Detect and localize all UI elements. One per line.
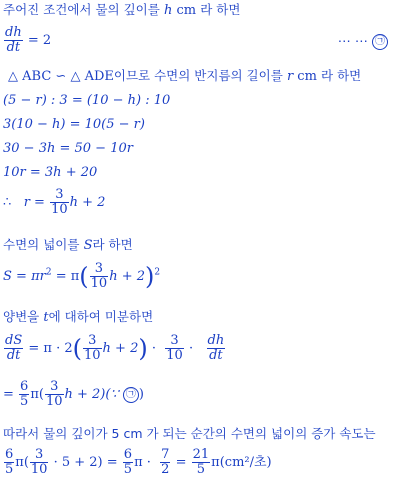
fraction-3-10 [50, 188, 69, 217]
frac-den: 10 [84, 348, 101, 363]
similar-icon: ∽ [55, 69, 67, 84]
eq10-d: π(cm²/초) [211, 455, 272, 470]
frac-num: 3 [45, 380, 64, 395]
area-text: 수면의 넓이를 [3, 237, 80, 252]
eq7-mid: = π [55, 269, 80, 284]
intro-post: 라 하면 [200, 2, 241, 17]
frac-den: 5 [196, 462, 206, 477]
equation-dsdt [3, 334, 226, 363]
frac-num: 3 [90, 262, 109, 277]
circled-label-icon: ㉠ [372, 34, 388, 50]
therefore-icon: ∴ [3, 195, 12, 210]
area-post: 라 하면 [92, 237, 133, 252]
eq6-lhs: r = [23, 195, 45, 210]
fraction-21-5 [192, 448, 211, 477]
fraction-6-5 [4, 448, 14, 477]
var-t: t [43, 310, 49, 325]
eq7-sup2: 2 [154, 267, 161, 278]
frac-num: dh [5, 25, 22, 40]
fraction-3-10 [30, 448, 49, 477]
frac-den: 10 [166, 348, 183, 363]
frac-num: 6 [123, 447, 133, 462]
triangle-ade: △ ADE [70, 69, 114, 84]
var-h: h [163, 3, 173, 18]
fraction-3-10 [90, 262, 109, 291]
eq9-close: ) [138, 387, 144, 402]
eq10-eq: = [175, 455, 187, 470]
triangle-abc: △ ABC [8, 69, 52, 84]
eq7-lhs: S = πr [3, 269, 46, 284]
eq10-b: · 5 + 2) = [53, 455, 118, 470]
conclusion-line: 따라서 물의 깊이가 5 cm 가 되는 순간의 수면의 넓이의 증가 속도는 [3, 426, 376, 441]
equation-final [3, 448, 272, 477]
frac-den: 2 [161, 462, 170, 477]
similarity-post: 라 하면 [321, 68, 362, 83]
equation-area [3, 262, 160, 291]
frac-num: 3 [83, 334, 102, 349]
fraction-ds-dt [4, 334, 23, 363]
eq9-mid: π( [30, 387, 44, 402]
eq6-rest: h + 2 [69, 195, 106, 210]
frac-num: 6 [20, 379, 29, 394]
eq7-sup: 2 [45, 267, 52, 278]
frac-den: 5 [123, 462, 133, 477]
differentiate-line [3, 309, 153, 326]
fraction-6-5-b [123, 448, 133, 477]
frac-num: 6 [5, 447, 14, 462]
eq1-rhs: = 2 [27, 33, 52, 48]
fraction-dh-dt [4, 26, 23, 55]
fraction-3-10-b [165, 334, 184, 363]
unit-cm: cm [176, 3, 197, 18]
frac-den: dt [6, 40, 21, 55]
equation-linear: 30 − 3h = 50 − 10r [3, 141, 133, 156]
paren-close: ) [145, 262, 155, 291]
var-s: S [83, 238, 93, 253]
eq10-c: π · [134, 455, 151, 470]
equation-r [3, 188, 105, 217]
dot-2: · [188, 341, 194, 356]
diff-text: 양변을 [3, 309, 40, 324]
similarity-text: 이므로 수면의 반지름의 길이를 [113, 68, 283, 83]
paren-open: ( [79, 262, 89, 291]
frac-den: 10 [51, 202, 68, 217]
var-r: r [286, 69, 294, 84]
fraction-dh-dt-b [207, 334, 226, 363]
frac-num: 21 [192, 447, 210, 462]
eq10-a: π( [15, 455, 29, 470]
equation-expand: 3(10 − h) = 10(5 − r) [3, 117, 145, 132]
frac-den: 10 [30, 462, 48, 477]
eq8-rest: h + 2 [102, 341, 139, 356]
circled-label-icon: ㉠ [123, 387, 139, 403]
intro-line [3, 2, 240, 19]
eq9-rest: h + 2)(∵ [64, 387, 119, 402]
frac-den: 10 [45, 394, 63, 409]
frac-den: 5 [5, 462, 14, 477]
frac-den: 5 [20, 394, 29, 409]
equation-substituted [3, 380, 144, 409]
frac-den: 10 [90, 276, 108, 291]
eq9-pre: = [3, 387, 14, 402]
paren-close: ) [138, 334, 148, 363]
frac-num: 7 [161, 447, 170, 462]
diff-post: 에 대하여 미분하면 [48, 309, 154, 324]
area-line [3, 237, 133, 254]
fraction-3-10 [45, 380, 64, 409]
frac-den: dt [209, 348, 223, 363]
frac-num: 3 [50, 188, 69, 203]
frac-num: 3 [30, 448, 49, 463]
equation-10r: 10r = 3h + 20 [3, 165, 98, 180]
paren-open: ( [72, 334, 82, 363]
dot: · [151, 341, 157, 356]
frac-num: dh [207, 333, 225, 348]
dots: ⋯ ⋯ [337, 34, 368, 50]
equation-dhdt [3, 26, 51, 55]
eq1-label [338, 34, 388, 51]
eq7-rest: h + 2 [109, 269, 146, 284]
fraction-7-2 [160, 448, 170, 477]
equation-ratio: (5 − r) : 3 = (10 − h) : 10 [3, 93, 171, 108]
unit-cm-2: cm [297, 69, 317, 84]
frac-num: dS [5, 333, 23, 348]
fraction-6-5 [19, 380, 29, 409]
intro-text: 주어진 조건에서 물의 깊이를 [3, 2, 160, 17]
frac-num: 3 [165, 334, 184, 349]
eq8-mid: = π · 2 [28, 341, 73, 356]
similarity-line [8, 68, 361, 85]
frac-den: dt [6, 348, 21, 363]
fraction-3-10 [83, 334, 102, 363]
